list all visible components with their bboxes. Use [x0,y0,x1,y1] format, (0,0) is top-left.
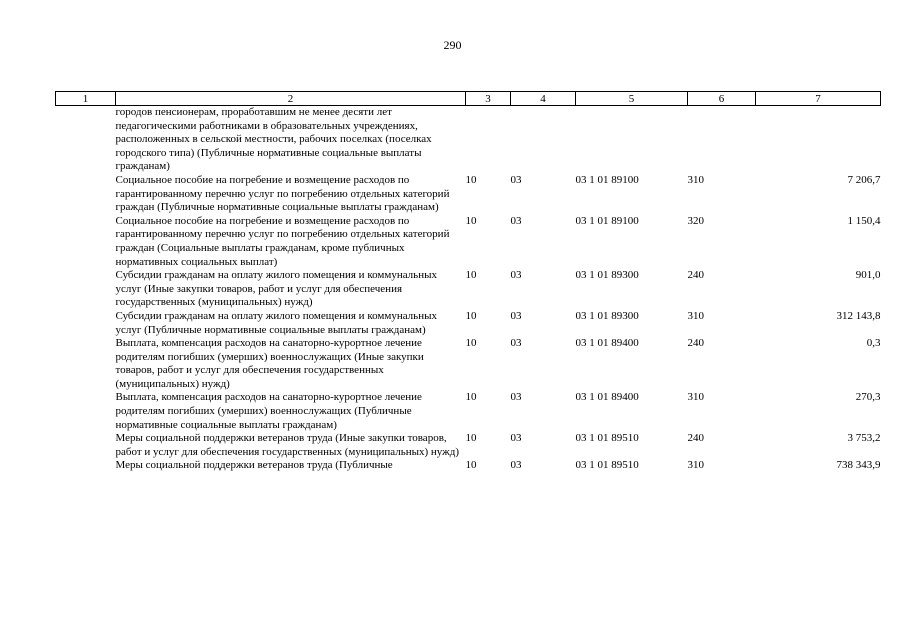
cell-target-article: 03 1 01 89400 [575,337,639,350]
page-number: 290 [443,38,462,52]
cell-name: Меры социальной поддержки ветеранов труда (Иные закупки товаров, работ и услуг для обеспечения государственных (муниципальных) нужд) [115,432,460,458]
column-header-7: 7 [756,92,881,106]
cell-expense-type: 310 [687,391,704,404]
cell-amount [756,106,881,174]
cell-subsection: 03 [510,269,522,282]
column-header-5: 5 [576,92,688,106]
table-row [56,310,881,337]
cell-target-article: 03 1 01 89100 [575,173,639,186]
cell-code [56,459,116,473]
cell-amount: 901,0 [855,269,881,282]
cell-code [56,391,116,432]
table-row [56,391,881,432]
cell-subsection: 03 [510,309,522,322]
cell-code [56,310,116,337]
column-header-1: 1 [56,92,116,106]
cell-amount: 3 753,2 [847,432,881,445]
cell-name: городов пенсионерам, проработавшим не менее десяти лет педагогическими работниками в образовательных учреждениях, расположенных в сельской местности, рабочих поселках (поселках городского типа) (Публичные нормативные социальные выплаты гражданам) [115,106,432,173]
cell-target-article: 03 1 01 89300 [575,269,639,282]
cell-expense-type: 310 [687,173,704,186]
cell-name: Социальное пособие на погребение и возмещение расходов по гарантированному перечню услуг по погребению отдельных категорий граждан (Публичные нормативные социальные выплаты гражданам) [115,173,450,214]
column-header-2: 2 [116,92,466,106]
cell-target-article: 03 1 01 89100 [575,214,639,227]
cell-name: Выплата, компенсация расходов на санаторно-курортное лечение родителям погибших (умерших) военнослужащих (Иные закупки товаров, работ и услуг для обеспечения государственных (муниципальных) нужд) [115,337,424,390]
cell-code [56,174,116,215]
cell-section: 10 [465,432,477,445]
cell-expense-type: 320 [687,214,704,227]
table-row [56,337,881,391]
table-row [56,215,881,269]
cell-code [56,432,116,459]
cell-section: 10 [465,391,477,404]
cell-target-article: 03 1 01 89300 [575,309,639,322]
cell-section [466,106,511,174]
cell-amount: 738 343,9 [836,459,881,472]
cell-code [56,337,116,391]
cell-subsection [511,106,576,174]
cell-amount: 0,3 [866,337,881,350]
cell-amount: 312 143,8 [836,309,881,322]
cell-expense-type: 310 [687,459,704,472]
cell-target-article: 03 1 01 89510 [575,459,639,472]
cell-name: Социальное пособие на погребение и возмещение расходов по гарантированному перечню услуг по погребению отдельных категорий граждан (Социальные выплаты гражданам, кроме публичных нормативных социальных выплат) [115,214,450,268]
cell-section: 10 [465,459,477,472]
cell-name: Меры социальной поддержки ветеранов труда (Публичные [115,459,393,472]
cell-section: 10 [465,173,477,186]
cell-subsection: 03 [510,337,522,350]
cell-expense-type: 240 [687,269,704,282]
cell-section: 10 [465,309,477,322]
cell-name: Выплата, компенсация расходов на санаторно-курортное лечение родителям погибших (умерших) военнослужащих (Публичные нормативные социальные выплаты гражданам) [115,391,422,431]
cell-amount: 270,3 [855,391,881,404]
table-row [56,106,881,174]
cell-section: 10 [465,269,477,282]
cell-name: Субсидии гражданам на оплату жилого помещения и коммунальных услуг (Иные закупки товаров, работ и услуг для обеспечения государственных (муниципальных) нужд) [115,269,437,309]
cell-target-article: 03 1 01 89400 [575,391,639,404]
cell-subsection: 03 [510,432,522,445]
cell-section: 10 [465,214,477,227]
table-row [56,269,881,310]
cell-code [56,106,116,174]
cell-expense-type [688,106,756,174]
cell-expense-type: 240 [687,432,704,445]
column-header-4: 4 [511,92,576,106]
cell-subsection: 03 [510,214,522,227]
cell-code [56,215,116,269]
cell-section: 10 [465,337,477,350]
cell-amount: 1 150,4 [847,214,881,227]
cell-target-article: 03 1 01 89510 [575,432,639,445]
table-row [56,432,881,459]
cell-subsection: 03 [510,391,522,404]
column-header-6: 6 [688,92,756,106]
cell-expense-type: 310 [687,309,704,322]
column-header-3: 3 [466,92,511,106]
table-row [56,459,881,473]
budget-table [55,91,881,473]
cell-subsection: 03 [510,459,522,472]
cell-code [56,269,116,310]
column-header-row [56,92,881,106]
table-row [56,174,881,215]
cell-target-article [576,106,688,174]
cell-amount: 7 206,7 [847,173,881,186]
cell-subsection: 03 [510,173,522,186]
cell-name: Субсидии гражданам на оплату жилого помещения и коммунальных услуг (Публичные нормативные социальные выплаты гражданам) [115,309,437,336]
cell-expense-type: 240 [687,337,704,350]
